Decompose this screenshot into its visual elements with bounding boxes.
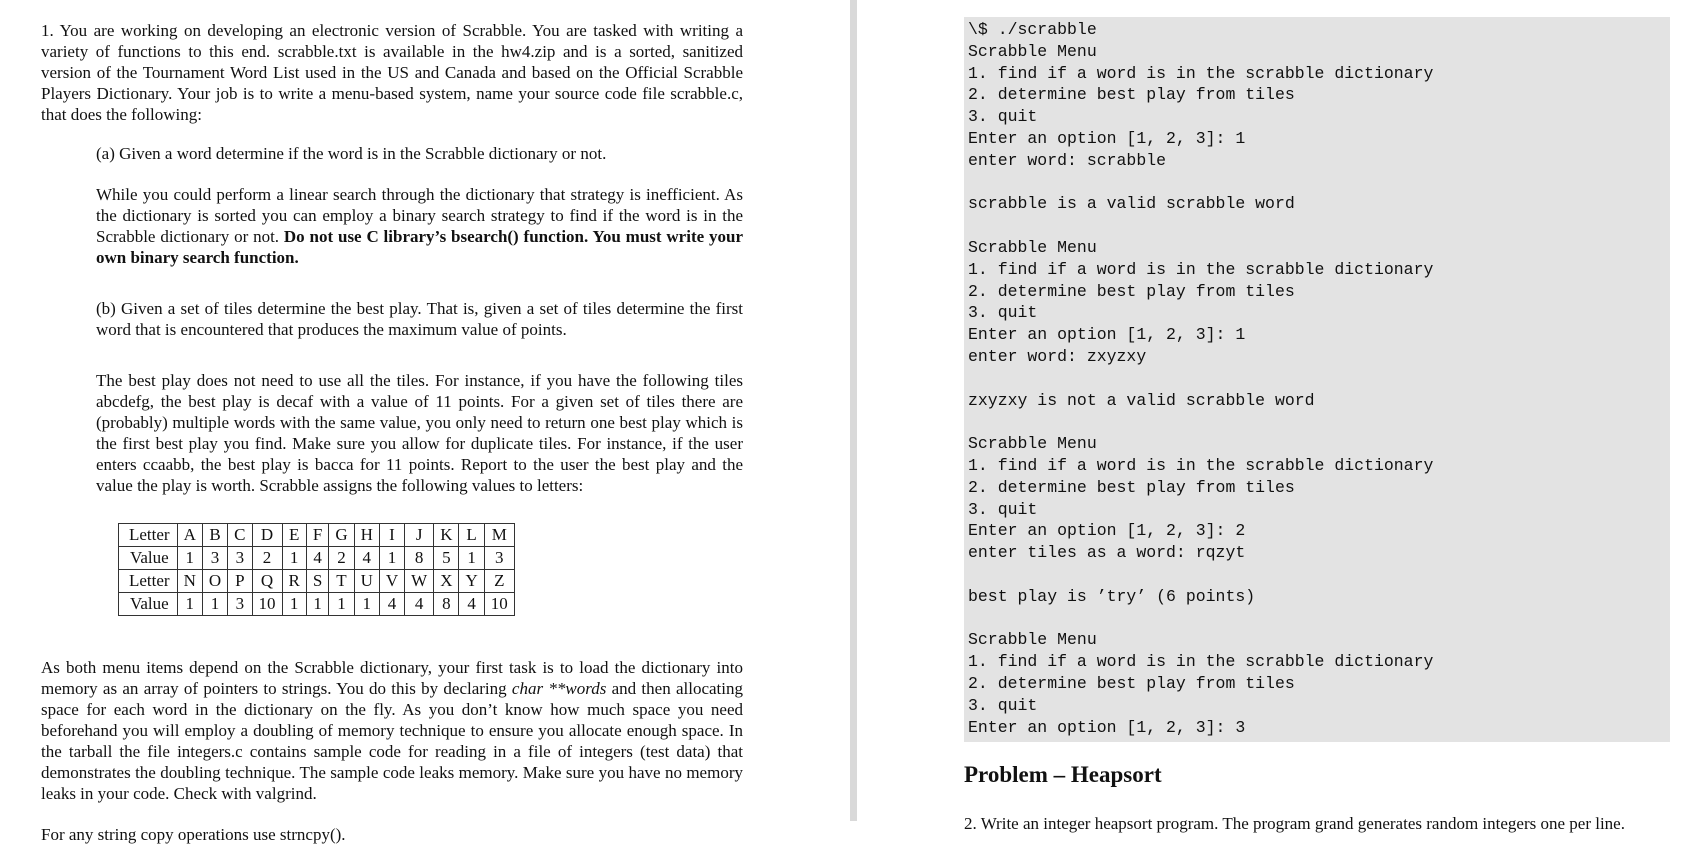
- table-letter-cell: K: [434, 524, 459, 547]
- memory-code: char **words: [511, 679, 607, 698]
- letter-value-table: [118, 523, 515, 616]
- question-2: 2. Write an integer heapsort program. The program grand generates random integers one per line.: [964, 814, 1625, 834]
- terminal-line: 2. determine best play from tiles: [968, 673, 1295, 693]
- terminal-line: 1. find if a word is in the scrabble dictionary: [968, 63, 1434, 83]
- table-letter-cell: Y: [459, 570, 484, 593]
- table-letter-cell: C: [228, 524, 252, 547]
- terminal-line: [968, 608, 1670, 630]
- left-column: [41, 20, 743, 865]
- terminal-line: Scrabble Menu: [968, 434, 1097, 454]
- table-letter-cell: M: [484, 524, 514, 547]
- strncpy-paragraph: For any string copy operations use strncpy().: [41, 825, 346, 844]
- table-letter-cell: A: [177, 524, 202, 547]
- terminal-line: 3. quit: [968, 499, 1038, 519]
- table-value-cell: 5: [434, 547, 459, 570]
- terminal-line: 2. determine best play from tiles: [968, 281, 1295, 301]
- heapsort-heading: Problem – Heapsort: [964, 762, 1162, 788]
- terminal-line: enter tiles as a word: rqzyt: [968, 543, 1246, 563]
- table-value-cell: 4: [405, 593, 434, 616]
- terminal-line: Enter an option [1, 2, 3]: 2: [968, 521, 1246, 541]
- table-letter-cell: S: [306, 570, 328, 593]
- table-letter-cell: W: [405, 570, 434, 593]
- table-letter-cell: L: [459, 524, 484, 547]
- terminal-line: Scrabble Menu: [968, 630, 1097, 650]
- letter-label: Letter: [119, 570, 178, 593]
- terminal-transcript: [964, 17, 1670, 742]
- table-value-cell: 1: [379, 547, 404, 570]
- page-divider: [850, 0, 857, 821]
- table-value-cell: 3: [228, 593, 252, 616]
- table-value-cell: 1: [354, 593, 379, 616]
- table-value-cell: 3: [228, 547, 252, 570]
- table-value-cell: 4: [459, 593, 484, 616]
- terminal-line: Enter an option [1, 2, 3]: 1: [968, 325, 1246, 345]
- binary-search-paragraph: [96, 184, 743, 268]
- table-letter-cell: J: [405, 524, 434, 547]
- table-value-cell: 1: [177, 547, 202, 570]
- terminal-line: \$ ./scrabble: [968, 20, 1097, 39]
- terminal-line: 3. quit: [968, 107, 1038, 127]
- table-row-letters-1: [119, 524, 515, 547]
- terminal-line: 3. quit: [968, 303, 1038, 323]
- table-letter-cell: D: [252, 524, 282, 547]
- terminal-line: zxyzxy is not a valid scrabble word: [968, 390, 1315, 410]
- table-value-cell: 1: [306, 593, 328, 616]
- memory-text-b: and then allocating space for each word in the dictionary on the fly. As you don’t know how much space you need beforehand you will employ a doubling of memory technique to ensure you allocate enough space. In the tarball the file integers.c contains sample code for reading in a file of integers (test data) that demonstrates the doubling technique. The sample code leaks memory. Make sure you have no memory leaks in your code. Check with valgrind.: [41, 679, 743, 803]
- table-letter-cell: P: [228, 570, 252, 593]
- value-label: Value: [119, 593, 178, 616]
- terminal-line: Scrabble Menu: [968, 237, 1097, 257]
- table-row-values-1: [119, 547, 515, 570]
- item-a: (a) Given a word determine if the word is in the Scrabble dictionary or not.: [96, 144, 607, 163]
- table-letter-cell: R: [282, 570, 306, 593]
- table-value-cell: 8: [434, 593, 459, 616]
- table-value-cell: 1: [282, 593, 306, 616]
- table-value-cell: 8: [405, 547, 434, 570]
- terminal-line: [968, 368, 1670, 390]
- table-row-letters-2: [119, 570, 515, 593]
- memory-paragraph: [41, 657, 743, 804]
- value-label: Value: [119, 547, 178, 570]
- terminal-line: 1. find if a word is in the scrabble dictionary: [968, 652, 1434, 672]
- table-value-cell: 2: [252, 547, 282, 570]
- binary-search-warning: Do not use C library’s bsearch() function. You must write your own binary search function.: [96, 227, 743, 267]
- terminal-line: enter word: scrabble: [968, 150, 1167, 170]
- table-letter-cell: H: [354, 524, 379, 547]
- table-letter-cell: E: [282, 524, 306, 547]
- table-value-cell: 2: [329, 547, 354, 570]
- table-row-values-2: [119, 593, 515, 616]
- table-letter-cell: Z: [484, 570, 514, 593]
- table-value-cell: 1: [202, 593, 227, 616]
- table-letter-cell: G: [329, 524, 354, 547]
- table-value-cell: 4: [379, 593, 404, 616]
- table-value-cell: 10: [252, 593, 282, 616]
- terminal-line: 2. determine best play from tiles: [968, 85, 1295, 105]
- table-letter-cell: X: [434, 570, 459, 593]
- terminal-line: Scrabble Menu: [968, 41, 1097, 61]
- table-value-cell: 1: [177, 593, 202, 616]
- letter-label: Letter: [119, 524, 178, 547]
- terminal-line: [968, 411, 1670, 433]
- table-value-cell: 1: [282, 547, 306, 570]
- best-play-paragraph: The best play does not need to use all the tiles. For instance, if you have the following tiles abcdefg, the best play is decaf with a value of 11 points. For a given set of tiles there are (probably) multiple words with the same value, you only need to return one best play which is the first best play you find. Make sure you allow for duplicate tiles. For instance, if the user enters ccaabb, the best play is bacca for 11 points. Report to the user the best play and the value the play is worth. Scrabble assigns the following values to letters:: [96, 371, 743, 495]
- table-value-cell: 10: [484, 593, 514, 616]
- intro-paragraph: 1. You are working on developing an electronic version of Scrabble. You are tasked with writing a variety of functions to this end. scrabble.txt is available in the hw4.zip and is a sorted, sanitized version of the Tournament Word List used in the US and Canada and based on the Official Scrabble Players Dictionary. Your job is to write a menu-based system, name your source code file scrabble.c, that does the following:: [41, 21, 743, 124]
- table-value-cell: 3: [202, 547, 227, 570]
- terminal-line: Enter an option [1, 2, 3]: 1: [968, 128, 1246, 148]
- table-letter-cell: F: [306, 524, 328, 547]
- table-value-cell: 4: [306, 547, 328, 570]
- table-letter-cell: V: [379, 570, 404, 593]
- terminal-line: 3. quit: [968, 695, 1038, 715]
- table-letter-cell: U: [354, 570, 379, 593]
- binary-search-text: While you could perform a linear search through the dictionary that strategy is inefficient. As the dictionary is sorted you can employ a binary search strategy to find if the word is in the Scrabble dictionary or not.: [96, 185, 743, 246]
- table-letter-cell: Q: [252, 570, 282, 593]
- terminal-line: 1. find if a word is in the scrabble dictionary: [968, 455, 1434, 475]
- table-letter-cell: B: [202, 524, 227, 547]
- table-letter-cell: N: [177, 570, 202, 593]
- terminal-line: Enter an option [1, 2, 3]: 3: [968, 717, 1246, 737]
- terminal-line: enter word: zxyzxy: [968, 346, 1147, 366]
- terminal-line: 1. find if a word is in the scrabble dictionary: [968, 259, 1434, 279]
- right-column: [964, 17, 1670, 834]
- terminal-line: [968, 172, 1670, 194]
- terminal-line: best play is ’try’ (6 points): [968, 586, 1256, 606]
- table-letter-cell: O: [202, 570, 227, 593]
- table-value-cell: 1: [329, 593, 354, 616]
- table-letter-cell: I: [379, 524, 404, 547]
- memory-text-a: As both menu items depend on the Scrabble dictionary, your first task is to load the dictionary into memory as an array of pointers to strings. You do this by declaring: [41, 658, 743, 698]
- terminal-line: 2. determine best play from tiles: [968, 477, 1295, 497]
- table-value-cell: 3: [484, 547, 514, 570]
- table-value-cell: 1: [459, 547, 484, 570]
- table-letter-cell: T: [329, 570, 354, 593]
- item-b: (b) Given a set of tiles determine the best play. That is, given a set of tiles determine the first word that is encountered that produces the maximum value of points.: [96, 299, 743, 339]
- terminal-line: [968, 215, 1670, 237]
- terminal-line: scrabble is a valid scrabble word: [968, 194, 1295, 214]
- terminal-line: [968, 564, 1670, 586]
- table-value-cell: 4: [354, 547, 379, 570]
